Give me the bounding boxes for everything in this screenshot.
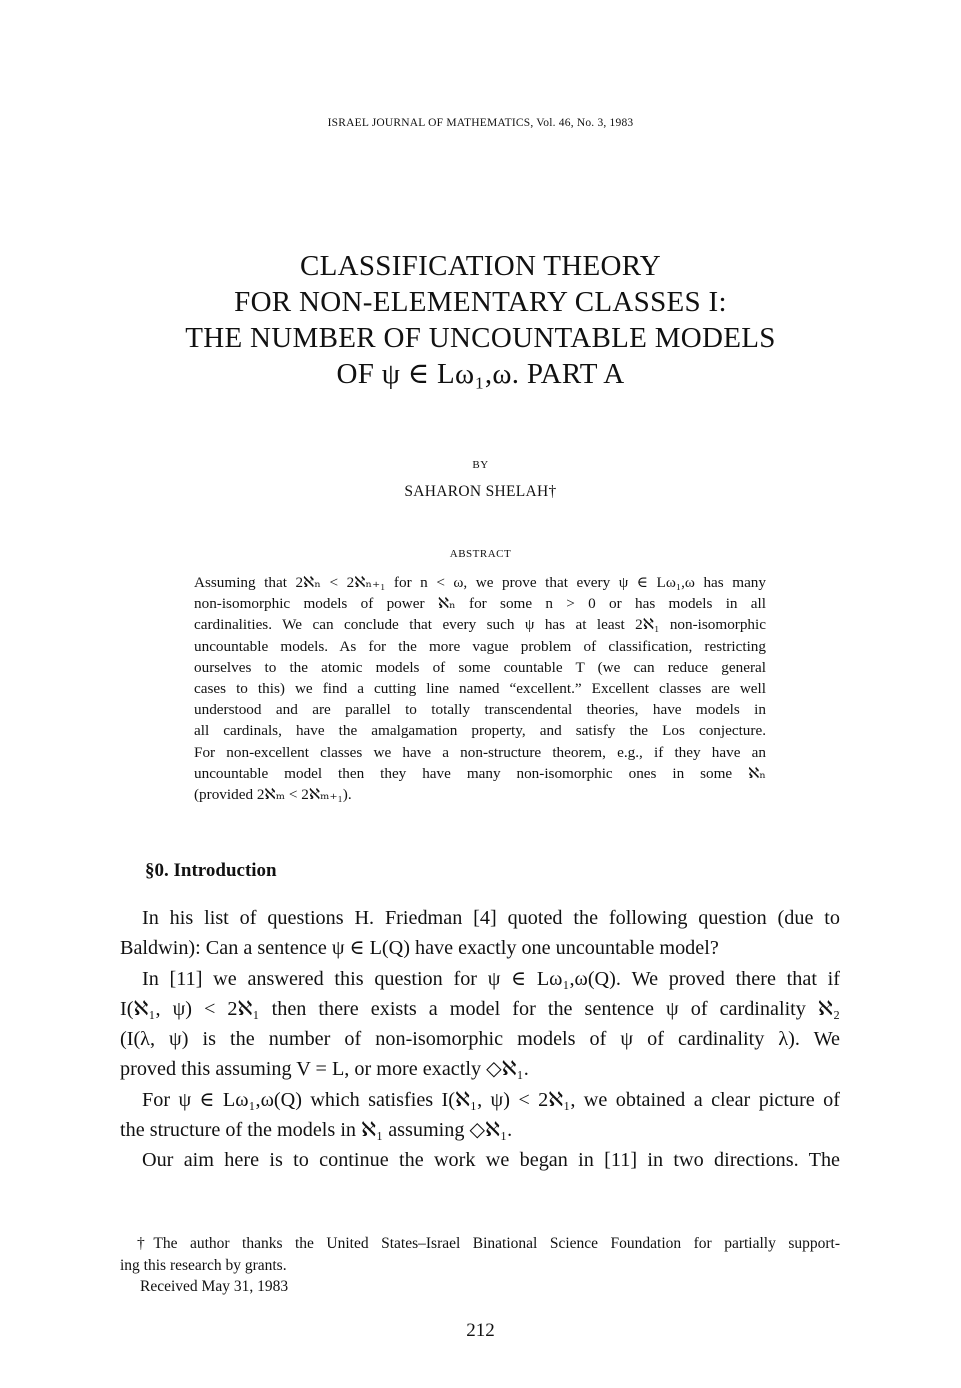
abstract-heading: ABSTRACT bbox=[449, 548, 512, 560]
body-line: Baldwin): Can a sentence ψ ∈ L(Q) have exactly one uncountable model? bbox=[120, 937, 719, 960]
title-line-1: CLASSIFICATION THEORY bbox=[299, 250, 662, 282]
title-line-2: FOR NON-ELEMENTARY CLASSES I: bbox=[234, 286, 727, 318]
abstract-line: cardinalities. We can conclude that every such ψ has at least 2ℵ₁ non-isomorphic bbox=[194, 616, 766, 634]
body-line: For ψ ∈ Lω₁,ω(Q) which satisfies I(ℵ₁, ψ) < 2ℵ₁, we obtained a clear picture of bbox=[142, 1088, 840, 1111]
abstract-line: all cardinals, have the amalgamation property, and satisfy the Los conjecture. bbox=[194, 722, 766, 740]
title-line-4: OF ψ ∈ Lω₁,ω. PART A bbox=[336, 358, 625, 390]
body-line: In [11] we answered this question for ψ ∈ Lω₁,ω(Q). We proved there that if bbox=[142, 967, 840, 990]
byline-by: BY bbox=[472, 459, 489, 471]
abstract-line: uncountable model then they have many non-isomorphic ones in some ℵₙ bbox=[194, 764, 766, 782]
abstract-line: cases to this) we find a cutting line named “excellent.” Excellent classes are well bbox=[194, 680, 766, 698]
body-line: the structure of the models in ℵ₁ assuming ◇ℵ₁. bbox=[120, 1119, 513, 1142]
page-number: 212 bbox=[466, 1320, 495, 1341]
abstract-line: understood and are parallel to totally transcendental theories, have models in bbox=[194, 701, 766, 719]
abstract-line: (provided 2ℵₘ < 2ℵₘ₊₁). bbox=[194, 786, 352, 804]
footnote-line: †The author thanks the United States–Israel Binational Science Foundation for partially support- bbox=[137, 1235, 840, 1252]
abstract-line: Assuming that 2ℵₙ < 2ℵₙ₊₁ for n < ω, we prove that every ψ ∈ Lω₁,ω has many bbox=[194, 574, 766, 591]
body-line: I(ℵ₁, ψ) < 2ℵ₁ then there exists a model for the sentence ψ of cardinality ℵ₂ bbox=[120, 997, 840, 1020]
abstract-line: For non-excellent classes we have a non-structure theorem, e.g., if they have an bbox=[194, 743, 766, 761]
abstract-line: non-isomorphic models of power ℵₙ for some n > 0 or has models in all bbox=[194, 595, 766, 613]
body-line: (I(λ, ψ) is the number of non-isomorphic models of ψ of cardinality λ). We bbox=[120, 1028, 840, 1051]
body-text bbox=[120, 903, 840, 1176]
abstract-text bbox=[194, 572, 766, 805]
journal-header: ISRAEL JOURNAL OF MATHEMATICS, Vol. 46, No. 3, 1983 bbox=[327, 117, 634, 129]
section-heading: §0. Introduction bbox=[145, 860, 277, 881]
paper-title bbox=[0, 248, 961, 392]
abstract-line: uncountable models. As for the more vague problem of classification, restricting bbox=[194, 637, 766, 655]
abstract-line: ourselves to the atomic models of some countable T (we can reduce general bbox=[194, 658, 766, 676]
body-line: Our aim here is to continue the work we began in [11] in two directions. The bbox=[142, 1149, 840, 1172]
title-line-3: THE NUMBER OF UNCOUNTABLE MODELS bbox=[185, 322, 776, 354]
body-line: In his list of questions H. Friedman [4] quoted the following question (due to bbox=[142, 907, 840, 929]
author-name: SAHARON SHELAH† bbox=[404, 483, 557, 500]
footnote bbox=[120, 1233, 840, 1298]
received-date: Received May 31, 1983 bbox=[140, 1278, 289, 1295]
footnote-line: ing this research by grants. bbox=[120, 1256, 287, 1274]
body-line: proved this assuming V = L, or more exactly ◇ℵ₁. bbox=[120, 1058, 529, 1081]
